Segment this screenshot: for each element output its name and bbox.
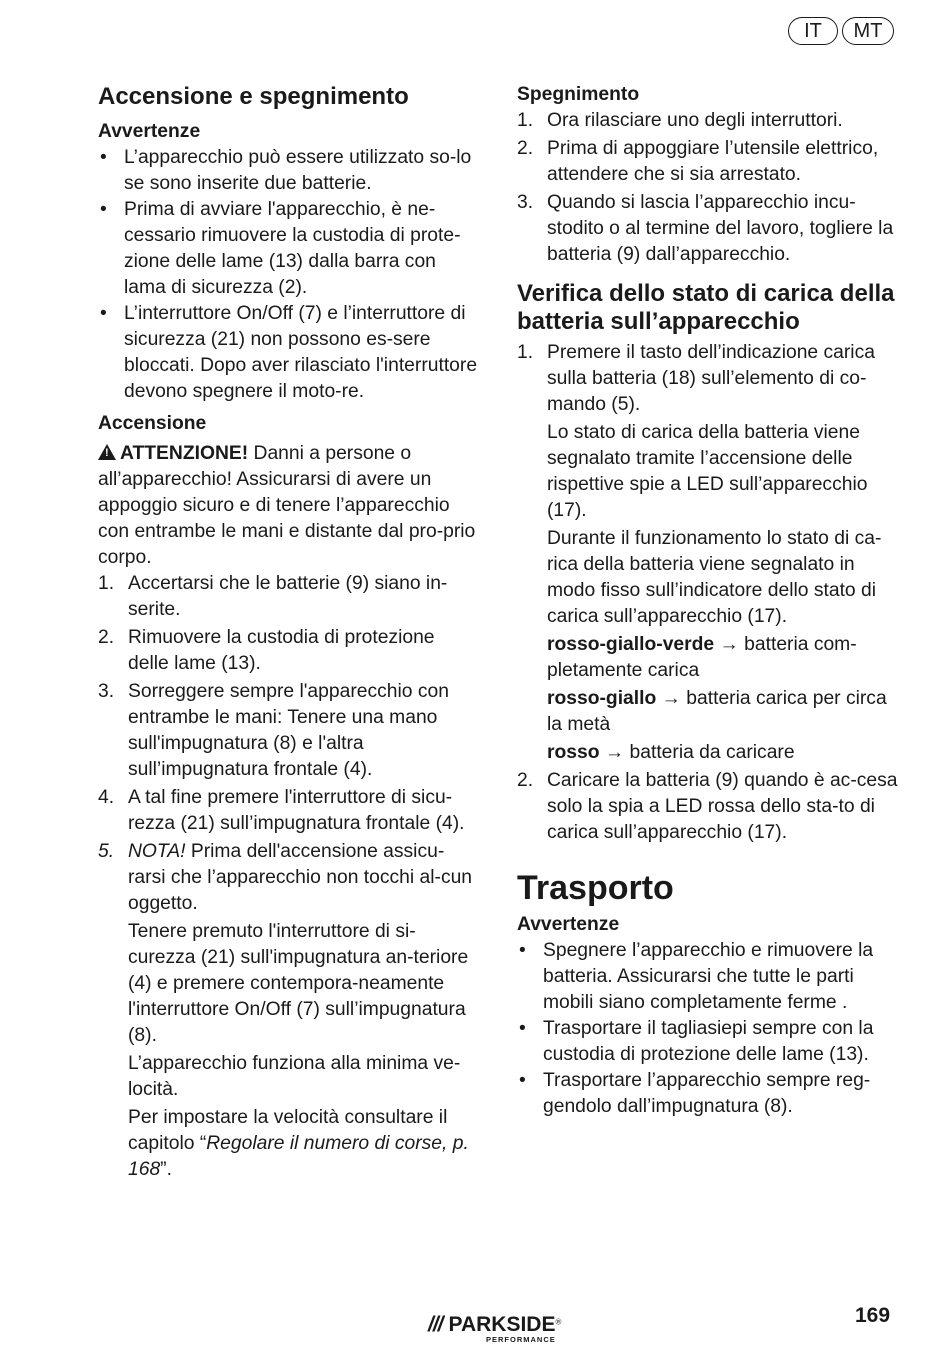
step-number: 3. (98, 681, 115, 702)
list-item (98, 145, 478, 197)
bullet: • (519, 940, 526, 961)
note-text: Prima dell'accensione assicu-rarsi che l’apparecchio non tocchi al-cun oggetto. (128, 841, 473, 914)
led-state-row (517, 632, 899, 684)
list-item (98, 301, 478, 405)
step-number: 4. (98, 787, 115, 808)
list-item (517, 1016, 899, 1068)
step-paragraph: L’apparecchio funziona alla minima ve-locità. (128, 1053, 461, 1100)
attention-label: ATTENZIONE! (120, 443, 249, 464)
step-paragraph (98, 1105, 478, 1183)
led-color: rosso-giallo (547, 688, 657, 709)
section-title-switching: Accensione e spegnimento (98, 83, 409, 110)
switch-on-heading: Accensione (98, 413, 207, 434)
led-state-row (517, 740, 899, 766)
step-number: 1. (517, 110, 534, 131)
list-item (517, 340, 899, 418)
logo-brand: PARKSIDE (448, 1313, 556, 1336)
led-state-row (517, 686, 899, 738)
step-paragraph: Lo stato di carica della batteria viene segnalato tramite l’accensione delle rispettive spie a LED sull’apparecchio (17). (547, 422, 868, 521)
led-meaning: batteria carica per circa la metà (547, 688, 887, 735)
step-number: 3. (517, 192, 534, 213)
list-item-text: Trasportare l’apparecchio sempre reg-gendolo dall’impugnatura (8). (543, 1070, 871, 1117)
list-item (517, 136, 899, 188)
led-meaning: batteria com-pletamente carica (547, 634, 857, 681)
logo-subbrand: PERFORMANCE (486, 1335, 556, 1344)
list-item-text: Prima di avviare l'apparecchio, è ne-cessario rimuovere la custodia di prote-zione delle lame (13) dalla barra con lama di sicurezza (2). (124, 199, 461, 298)
list-item (98, 679, 478, 783)
section-title-transport: Trasporto (517, 869, 674, 907)
list-item (98, 571, 478, 623)
arrow-icon: → (661, 688, 681, 709)
warning-triangle-icon (98, 444, 116, 460)
step-number: 1. (517, 342, 534, 363)
language-badge-mt: MT (842, 17, 894, 45)
list-item-text: Quando si lascia l’apparecchio incu-stodito o al termine del lavoro, togliere la batteria (9) dall’apparecchio. (547, 192, 894, 265)
step-number: 2. (517, 770, 534, 791)
list-item-text: Ora rilasciare uno degli interruttori. (547, 110, 843, 131)
page-number: 169 (855, 1304, 891, 1327)
bullet: • (100, 147, 107, 168)
arrow-icon: → (604, 742, 625, 763)
list-item-text: A tal fine premere l'interruttore di sicu-rezza (21) sull’impugnatura frontale (4). (128, 787, 465, 834)
list-item-text: Rimuovere la custodia di protezione delle lame (13). (128, 627, 435, 674)
list-item (98, 197, 478, 301)
list-item-text (128, 839, 478, 917)
list-item-text: Prima di appoggiare l’utensile elettrico, attendere che si sia arrestato. (547, 138, 879, 185)
list-item-text: Caricare la batteria (9) quando è ac-cesa solo la spia a LED rossa dello sta-to di carica sull’apparecchio (17). (547, 770, 898, 843)
section-title-battery-check: Verifica dello stato di carica della batteria sull’apparecchio (517, 280, 895, 335)
list-item (517, 1068, 899, 1120)
step-paragraph: Durante il funzionamento lo stato di ca-rica della batteria viene segnalato in modo fisso sull’indicatore dello stato di carica sull’apparecchio (17). (547, 528, 882, 627)
registered-mark: ® (555, 1317, 562, 1327)
list-item-text: L’apparecchio può essere utilizzato so-lo se sono inserite due batterie. (124, 147, 472, 194)
bullet: • (100, 199, 107, 220)
bullet: • (100, 303, 107, 324)
list-item-text: Spegnere l’apparecchio e rimuovere la batteria. Assicurarsi che tutte le parti mobili siano completamente ferme . (543, 940, 874, 1013)
cross-reference-link[interactable]: Regolare il numero di corse, p. 168 (128, 1133, 469, 1180)
attention-paragraph (98, 441, 478, 571)
bullet: • (519, 1070, 526, 1091)
note-label: NOTA! (128, 841, 186, 862)
led-color: rosso-giallo-verde (547, 634, 715, 655)
switch-off-heading: Spegnimento (517, 84, 640, 105)
list-item-text: L’interruttore On/Off (7) e l’interruttore di sicurezza (21) non possono es-sere bloccati. Dopo aver rilasciato l'interruttore devono spegnere il moto-re. (124, 303, 478, 402)
list-item (517, 108, 899, 134)
step-number: 2. (517, 138, 534, 159)
right-column (517, 80, 899, 1120)
list-item (98, 625, 478, 677)
list-item (98, 839, 478, 917)
list-item-text: Sorreggere sempre l'apparecchio con entrambe le mani: Tenere una mano sull'impugnatura (8) e l'altra sull’impugnatura frontale (4). (128, 681, 449, 780)
led-color: rosso (547, 742, 600, 763)
text: ”. (160, 1159, 172, 1180)
language-badge-it: IT (788, 17, 838, 45)
list-item (98, 785, 478, 837)
list-item (517, 768, 899, 846)
bullet: • (519, 1018, 526, 1039)
left-column (98, 80, 478, 1183)
transport-warnings-heading: Avvertenze (517, 914, 620, 935)
list-item-text: Accertarsi che le batterie (9) siano in-serite. (128, 573, 448, 620)
list-item-text: Trasportare il tagliasiepi sempre con la custodia di protezione delle lame (13). (543, 1018, 874, 1065)
list-item-text: Premere il tasto dell’indicazione carica sulla batteria (18) sull’elemento di co-mando (5). (547, 342, 875, 415)
text: Per impostare la velocità consultare il capitolo “ (128, 1107, 448, 1154)
list-item (517, 938, 899, 1016)
logo-slashes: /// (428, 1313, 443, 1336)
attention-text: Danni a persone o all’apparecchio! Assicurarsi di avere un appoggio sicuro e di tenere l’apparecchio con entrambe le mani e distante dal pro-prio corpo. (98, 443, 476, 568)
step-number: 5. (98, 841, 115, 862)
arrow-icon: → (719, 634, 739, 655)
list-item (517, 190, 899, 268)
step-number: 1. (98, 573, 115, 594)
step-number: 2. (98, 627, 115, 648)
warnings-heading: Avvertenze (98, 121, 201, 142)
led-meaning: batteria da caricare (624, 742, 795, 763)
step-paragraph: Tenere premuto l'interruttore di si-curezza (21) sull'impugnatura an-teriore (4) e premere contempora-neamente l'interruttore On/Off (7) sull’impugnatura (8). (128, 921, 469, 1046)
parkside-logo (428, 1313, 562, 1344)
